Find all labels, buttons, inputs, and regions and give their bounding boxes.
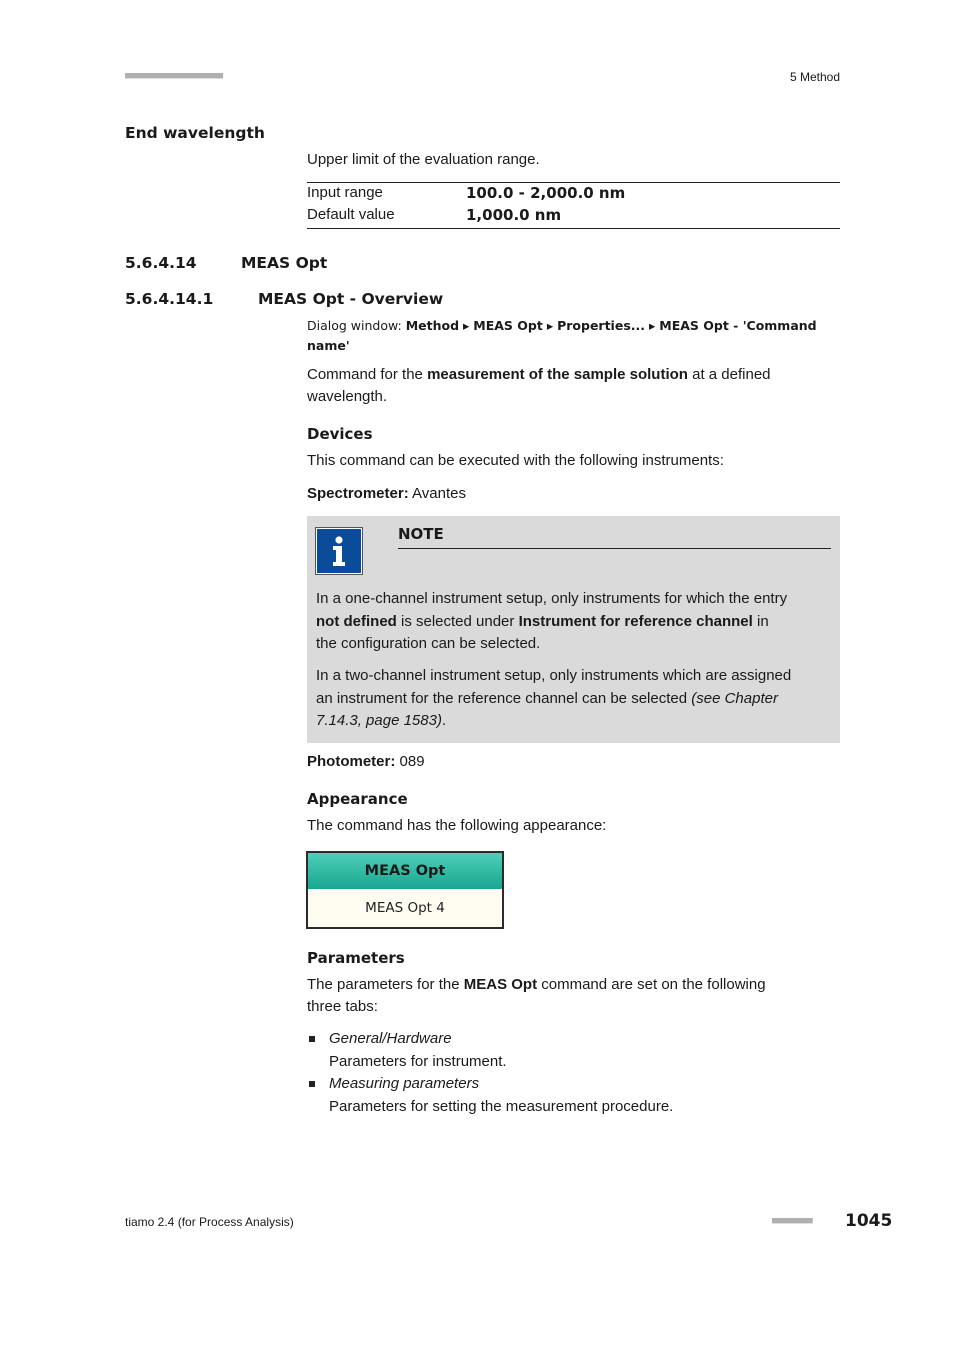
tab-measuring-parameters: Measuring parameters — [329, 1075, 480, 1092]
input-range-label: Input range — [307, 184, 383, 201]
note-bold: Instrument for reference channel — [518, 612, 753, 630]
info-icon — [316, 528, 362, 574]
intro-text: Command for the — [307, 366, 428, 383]
section-number: 5.6.4.14 — [125, 254, 197, 272]
dialog-path-properties: Properties... — [557, 318, 646, 333]
photometer-line — [307, 751, 425, 773]
path-separator: ▸ — [542, 318, 558, 333]
command-appearance-box — [306, 851, 504, 929]
parameter-heading: End wavelength — [125, 124, 265, 142]
note-text: In a one-channel instrument setup, only instruments for which the entry — [316, 590, 788, 607]
subsection-title: MEAS Opt - Overview — [258, 290, 444, 308]
spectrometer-line — [307, 483, 466, 505]
default-value-label: Default value — [307, 206, 395, 223]
page-number: 1045 — [845, 1211, 893, 1231]
note-text: is selected under — [396, 612, 519, 630]
input-range-value: 100.0 - 2,000.0 nm — [466, 184, 626, 202]
parameters-text-part: command are set on the following — [537, 976, 766, 993]
note-text: an instrument for the reference channel can be selected — [316, 689, 692, 707]
parameters-text-part: three tabs: — [307, 998, 378, 1015]
note-title: NOTE — [398, 525, 444, 543]
default-value-value: 1,000.0 nm — [466, 206, 562, 224]
table-top-rule — [307, 182, 840, 183]
dialog-prefix: Dialog window: — [307, 318, 406, 333]
note-paragraph-1 — [316, 588, 836, 656]
parameters-text-part: The parameters for the — [307, 976, 464, 993]
section-title: MEAS Opt — [241, 254, 328, 272]
bullet-marker — [309, 1036, 315, 1042]
intro-text: wavelength. — [307, 388, 388, 405]
footer-decoration: ■■■■■■■■■ — [772, 1216, 812, 1226]
photometer-value: 089 — [395, 753, 425, 770]
table-bottom-rule — [307, 228, 840, 229]
path-separator: ▸ — [645, 318, 660, 333]
tab-general-hardware: General/Hardware — [329, 1030, 452, 1047]
dialog-path-command-end: name' — [307, 338, 350, 353]
tab-description: Parameters for setting the measurement procedure. — [329, 1098, 674, 1115]
note-divider — [398, 548, 831, 549]
intro-bold: measurement of the sample solution — [427, 366, 688, 383]
note-paragraph-2 — [316, 665, 836, 733]
command-box-body: MEAS Opt 4 — [365, 900, 445, 916]
chapter-reference[interactable]: (see Chapter — [691, 689, 778, 707]
dialog-window-path — [307, 316, 840, 356]
note-text: In a two-channel instrument setup, only instruments which are assigned — [316, 667, 792, 684]
parameters-text — [307, 974, 840, 1018]
footer-product: tiamo 2.4 (for Process Analysis) — [125, 1215, 294, 1229]
dialog-path-meas-opt: MEAS Opt — [473, 318, 543, 333]
note-text: . — [441, 712, 447, 729]
intro-text: at a defined — [687, 366, 771, 383]
chapter-reference[interactable]: 7.14.3, page 1583) — [316, 712, 442, 729]
tab-description: Parameters for instrument. — [329, 1053, 507, 1070]
devices-text: This command can be executed with the following instruments: — [307, 452, 724, 469]
appearance-text: The command has the following appearance: — [307, 817, 607, 834]
spectrometer-label: Spectrometer: — [307, 485, 409, 502]
command-intro — [307, 364, 840, 408]
appearance-heading: Appearance — [307, 790, 408, 808]
subsection-number: 5.6.4.14.1 — [125, 290, 214, 308]
parameter-description: Upper limit of the evaluation range. — [307, 151, 540, 168]
chapter-label: 5 Method — [789, 70, 840, 84]
dialog-path-command: MEAS Opt - 'Command — [659, 318, 817, 333]
note-text: in — [752, 612, 769, 630]
command-box-header: MEAS Opt — [308, 853, 502, 889]
dialog-path-method: Method — [405, 318, 460, 333]
spectrometer-value: Avantes — [408, 485, 466, 502]
path-separator: ▸ — [459, 318, 474, 333]
devices-heading: Devices — [307, 425, 373, 443]
parameters-text-bold: MEAS Opt — [463, 976, 538, 993]
photometer-label: Photometer: — [307, 753, 396, 770]
note-text: the configuration can be selected. — [316, 635, 541, 652]
bullet-marker — [309, 1081, 315, 1087]
note-bold: not defined — [316, 612, 397, 630]
parameters-heading: Parameters — [307, 949, 405, 967]
header-decoration: ■■■■■■■■■■■■■■■■■■■■■■ — [125, 71, 223, 81]
